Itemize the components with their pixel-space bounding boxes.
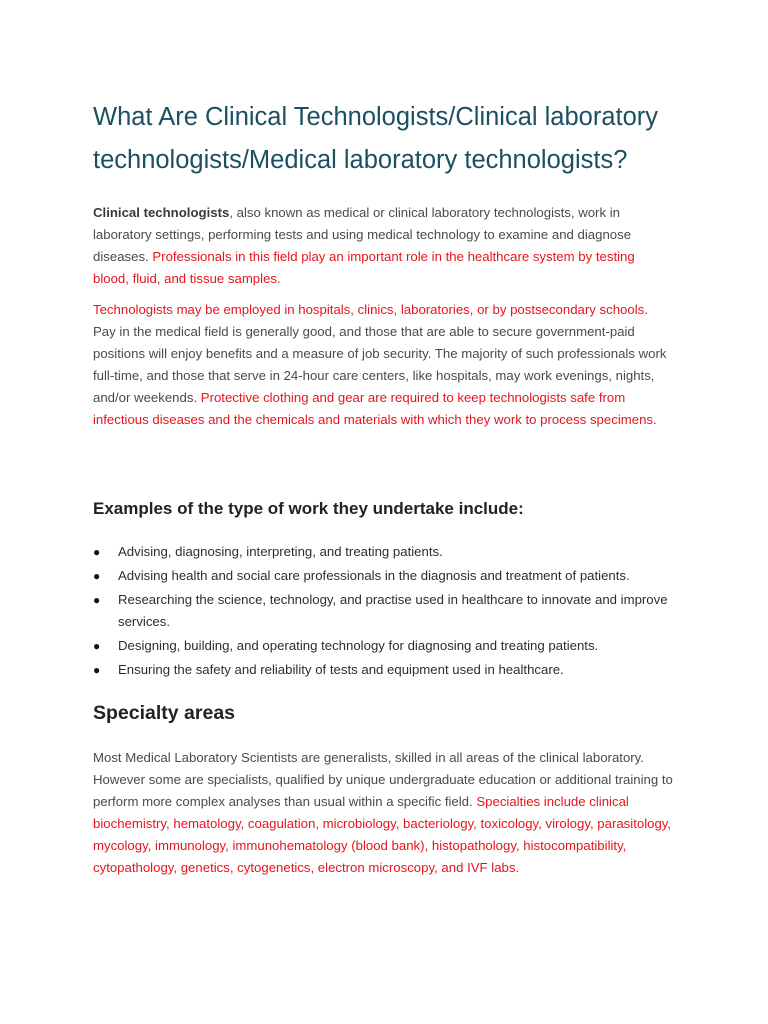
examples-list xyxy=(93,541,673,681)
employment-text: . Pay in the medical field is generally good, and those that are able to secure government-paid positions will enjoy benefits and a measure of job security. The majority of such professionals work full-time, and those that serve in 24-hour care centers, like hospitals, may work evenings, nights, and/or weekends. xyxy=(93,302,667,405)
bullet-icon: ● xyxy=(93,663,101,677)
specialty-paragraph xyxy=(93,747,673,879)
specialty-highlight: Specialties include clinical biochemistry, hematology, coagulation, microbiology, bacteriology, toxicology, virology, parasitology, mycology, immunology, immunohematology (blood bank), histopathology, histocompatibility, cytopathology, genetics, cytogenetics, electron microscopy, and IVF labs. xyxy=(93,794,672,875)
list-item-text: Advising, diagnosing, interpreting, and treating patients. xyxy=(118,544,443,559)
intro-bold-term: Clinical technologists xyxy=(93,205,230,220)
bullet-icon: ● xyxy=(93,545,101,559)
list-item-text: Advising health and social care professionals in the diagnosis and treatment of patients. xyxy=(118,568,630,583)
list-item xyxy=(93,659,673,681)
list-item xyxy=(93,589,673,633)
list-item-text: Researching the science, technology, and practise used in healthcare to innovate and improve services. xyxy=(118,592,668,629)
specialty-text: Most Medical Laboratory Scientists are generalists, skilled in all areas of the clinical laboratory. However some are specialists, qualified by unique undergraduate education or additional training to perform more complex analyses than usual within a specific field. xyxy=(93,750,673,809)
list-item xyxy=(93,565,673,587)
employment-paragraph xyxy=(93,299,673,431)
list-item-text: Ensuring the safety and reliability of tests and equipment used in healthcare. xyxy=(118,662,564,677)
document-body xyxy=(93,96,673,879)
employment-highlight-2: Protective clothing and gear are required to keep technologists safe from infectious diseases and the chemicals and materials with which they work to process specimens. xyxy=(93,390,657,427)
specialty-heading: Specialty areas xyxy=(93,702,236,724)
bullet-icon: ● xyxy=(93,569,101,583)
list-item-text: Designing, building, and operating technology for diagnosing and treating patients. xyxy=(118,638,599,653)
list-item xyxy=(93,541,673,563)
intro-highlight: Professionals in this field play an important role in the healthcare system by testing blood, fluid, and tissue samples. xyxy=(93,249,635,286)
employment-highlight-1: Technologists may be employed in hospitals, clinics, laboratories, or by postsecondary schools xyxy=(93,302,645,317)
list-item xyxy=(93,635,673,657)
examples-heading: Examples of the type of work they undertake include: xyxy=(93,499,524,518)
intro-paragraph xyxy=(93,202,673,290)
bullet-icon: ● xyxy=(93,639,101,653)
intro-text: , also known as medical or clinical laboratory technologists, work in laboratory settings, performing tests and using medical technology to examine and diagnose diseases. xyxy=(93,205,632,264)
bullet-icon: ● xyxy=(93,593,101,607)
page-title: What Are Clinical Technologists/Clinical laboratory technologists/Medical laboratory technologists? xyxy=(93,103,659,174)
